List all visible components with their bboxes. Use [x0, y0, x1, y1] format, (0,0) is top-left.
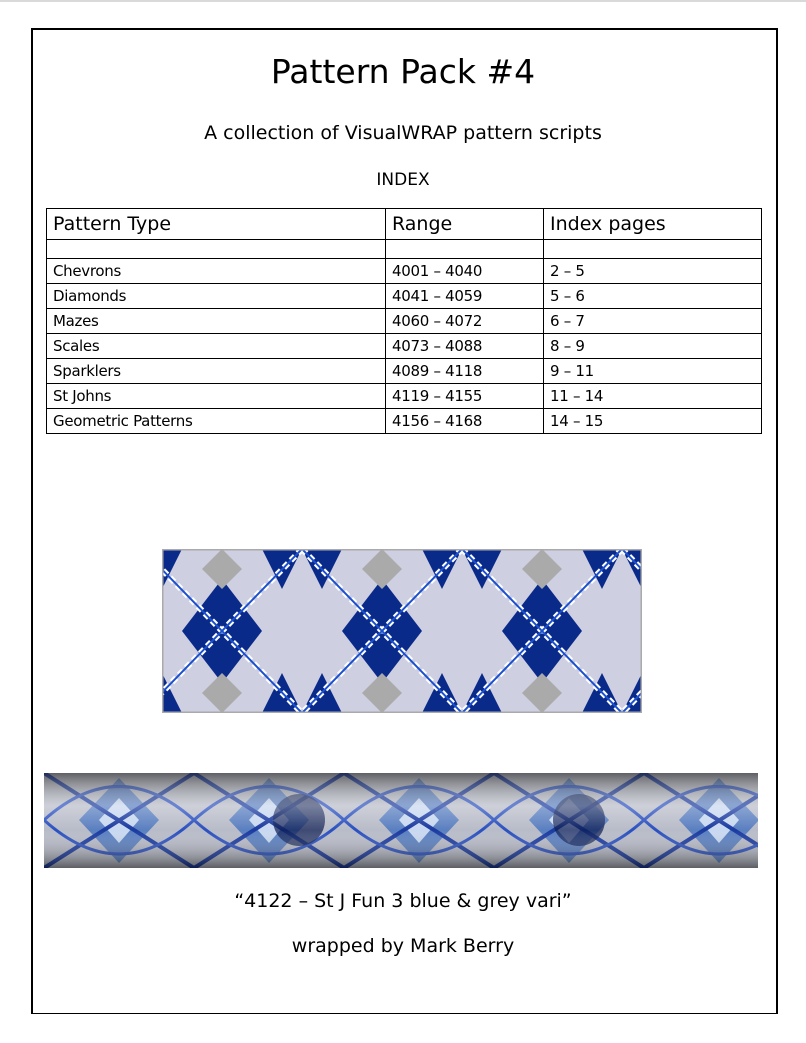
header-pattern-type: Pattern Type — [47, 209, 386, 240]
empty-cell — [386, 240, 544, 259]
range-cell: 4089 – 4118 — [386, 359, 544, 384]
subtitle: A collection of VisualWRAP pattern scripts — [204, 122, 602, 144]
header-range: Range — [386, 209, 544, 240]
empty-cell — [544, 240, 762, 259]
table-row — [47, 359, 762, 384]
header-index-pages: Index pages — [544, 209, 762, 240]
pattern-type-cell: Chevrons — [47, 259, 386, 284]
top-bar — [0, 0, 806, 2]
table-row — [47, 284, 762, 309]
index-pages-cell: 5 – 6 — [544, 284, 762, 309]
flat-pattern-image — [162, 549, 642, 713]
wrapped-rod-image — [44, 773, 758, 868]
range-cell: 4156 – 4168 — [386, 409, 544, 434]
pattern-type-cell: Sparklers — [47, 359, 386, 384]
index-pages-cell: 9 – 11 — [544, 359, 762, 384]
empty-cell — [47, 240, 386, 259]
image-credit: wrapped by Mark Berry — [291, 935, 515, 957]
range-cell: 4001 – 4040 — [386, 259, 544, 284]
index-pages-cell: 14 – 15 — [544, 409, 762, 434]
index-pages-cell: 6 – 7 — [544, 309, 762, 334]
range-cell: 4119 – 4155 — [386, 384, 544, 409]
index-pages-cell: 2 – 5 — [544, 259, 762, 284]
table-header-row — [47, 209, 762, 240]
index-pages-cell: 11 – 14 — [544, 384, 762, 409]
index-pages-cell: 8 – 9 — [544, 334, 762, 359]
range-cell: 4041 – 4059 — [386, 284, 544, 309]
table-row — [47, 259, 762, 284]
table-row — [47, 309, 762, 334]
index-heading: INDEX — [376, 170, 430, 190]
pattern-type-cell: St Johns — [47, 384, 386, 409]
range-cell: 4073 – 4088 — [386, 334, 544, 359]
image-caption: “4122 – St J Fun 3 blue & grey vari” — [234, 890, 572, 912]
table-row — [47, 334, 762, 359]
pattern-type-cell: Diamonds — [47, 284, 386, 309]
pattern-type-cell: Scales — [47, 334, 386, 359]
index-table — [46, 208, 762, 434]
empty-row — [47, 240, 762, 259]
pattern-type-cell: Geometric Patterns — [47, 409, 386, 434]
table-row — [47, 409, 762, 434]
table-row — [47, 384, 762, 409]
pattern-type-cell: Mazes — [47, 309, 386, 334]
range-cell: 4060 – 4072 — [386, 309, 544, 334]
page-title: Pattern Pack #4 — [270, 52, 536, 91]
